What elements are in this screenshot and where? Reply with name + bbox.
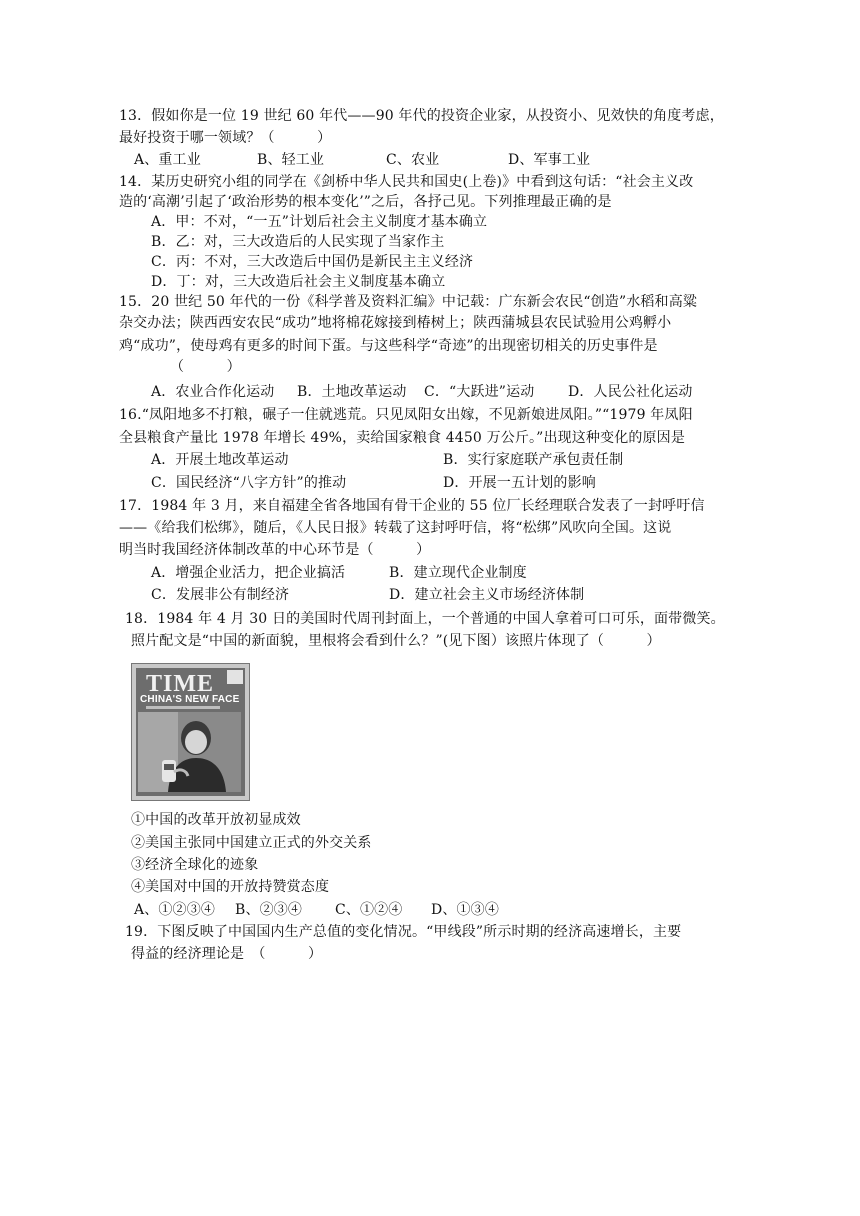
q18-line-2: 照片配文是“中国的新面貌，里根将会看到什么？”(见下图）该照片体现了（ ）: [131, 633, 661, 649]
q13-line-2: 最好投资于哪一领域？（ ）: [119, 130, 332, 146]
q16-option-b: B．实行家庭联产承包责任制: [443, 452, 624, 468]
time-masthead: TIME: [146, 671, 215, 697]
q16-option-d: D．开展一五计划的影响: [443, 475, 596, 491]
q18-option-c: C、①②④: [335, 902, 403, 918]
q16-option-a: A．开展土地改革运动: [151, 452, 289, 468]
q16-line-2: 全县粮食产量比 1978 年增长 49%，卖给国家粮食 4450 万公斤。”出现这种变化的原因是: [119, 430, 685, 446]
q14-option-a: A．甲：不对，“一五”计划后社会主义制度才基本确立: [151, 214, 488, 230]
cover-headline: CHINA'S NEW FACE: [140, 694, 240, 705]
q15-option-c: C．“大跃进”运动: [424, 384, 535, 400]
q19-line-1: 19．下图反映了中国国内生产总值的变化情况。“甲线段”所示时期的经济高速增长，主要: [125, 924, 682, 940]
q17-option-a: A．增强企业活力，把企业搞活: [151, 565, 346, 581]
q14-option-b: B．乙：对，三大改造后的人民实现了当家作主: [151, 234, 445, 250]
q18-option-b: B、②③④: [235, 902, 303, 918]
q19-line-2: 得益的经济理论是 （ ）: [131, 946, 323, 962]
q14-option-d: D．丁：对，三大改造后社会主义制度基本确立: [151, 274, 446, 290]
q15-line-2: 杂交办法；陕西西安农民“成功”地将棉花嫁接到椿树上；陕西蒲城县农民试验用公鸡孵小: [119, 315, 672, 331]
q18-statement-3: ③经济全球化的迹象: [131, 857, 259, 873]
q15-line-1: 15．20 世纪 50 年代的一份《科学普及资料汇编》中记载：广东新会农民“创造”水稻和高粱: [119, 294, 698, 310]
q17-option-b: B．建立现代企业制度: [389, 565, 527, 581]
q15-line-3: 鸡“成功”，使母鸡有更多的时间下蛋。与这些科学“奇迹”的出现密切相关的历史事件是: [119, 338, 658, 354]
q18-options: [134, 900, 499, 920]
cover-corner-badge: [227, 670, 243, 684]
q18-statement-4: ④美国对中国的开放持赞赏态度: [131, 879, 330, 895]
q13-option-c: C、农业: [386, 152, 440, 168]
q16-option-c: C．国民经济“八字方针”的推动: [151, 475, 347, 491]
q13-option-b: B、轻工业: [257, 152, 325, 168]
q18-option-a: A、①②③④: [134, 902, 216, 918]
q17-line-3: 明当时我国经济体制改革的中心环节是（ ）: [119, 542, 431, 558]
q15-options: [151, 382, 693, 402]
time-magazine-cover-image: [131, 663, 250, 801]
q17-line-2: ——《给我们松绑》，随后，《人民日报》转载了这封呼吁信，将“松绑”风吹向全国。这说: [119, 520, 672, 536]
q17-option-d: D．建立社会主义市场经济体制: [389, 587, 585, 603]
q14-option-c: C．丙：不对，三大改造后中国仍是新民主主义经济: [151, 254, 474, 270]
cover-photo: [138, 712, 241, 792]
q18-option-d: D、①③④: [431, 902, 499, 918]
q13-option-d: D、军事工业: [508, 152, 591, 168]
q18-statement-2: ②美国主张同中国建立正式的外交关系: [131, 835, 372, 851]
q18-statement-1: ①中国的改革开放初显成效: [131, 812, 301, 828]
q15-option-b: B．土地改革运动: [297, 384, 407, 400]
q17-option-c: C．发展非公有制经济: [151, 587, 290, 603]
q15-option-d: D．人民公社化运动: [568, 384, 693, 400]
q13-options: [134, 150, 590, 170]
q14-line-1: 14．某历史研究小组的同学在《剑桥中华人民共和国史(上卷)》中看到这句话：“社会主义改: [119, 174, 694, 190]
cover-subline: [146, 706, 220, 709]
q15-line-4: （ ）: [170, 359, 241, 375]
q15-option-a: A．农业合作化运动: [151, 384, 275, 400]
q17-line-1: 17．1984 年 3 月，来自福建全省各地国有骨干企业的 55 位厂长经理联合发表了一封呼吁信: [119, 498, 705, 514]
q18-line-1: 18．1984 年 4 月 30 日的美国时代周刊封面上，一个普通的中国人拿着可口可乐，面带微笑。: [125, 611, 725, 627]
q14-line-2: 造的‘高潮’引起了‘政治形势的根本变化’”之后，各抒己见。下列推理最正确的是: [119, 194, 612, 210]
q13-line-1: 13．假如你是一位 19 世纪 60 年代——90 年代的投资企业家，从投资小、见效快的角度考虑，: [119, 108, 724, 124]
q16-line-1: 16.“凤阳地多不打粮，碾子一住就逃荒。只见凤阳女出嫁，不见新娘进凤阳。”“1979 年凤阳: [119, 407, 693, 423]
q13-option-a: A、重工业: [134, 152, 201, 168]
